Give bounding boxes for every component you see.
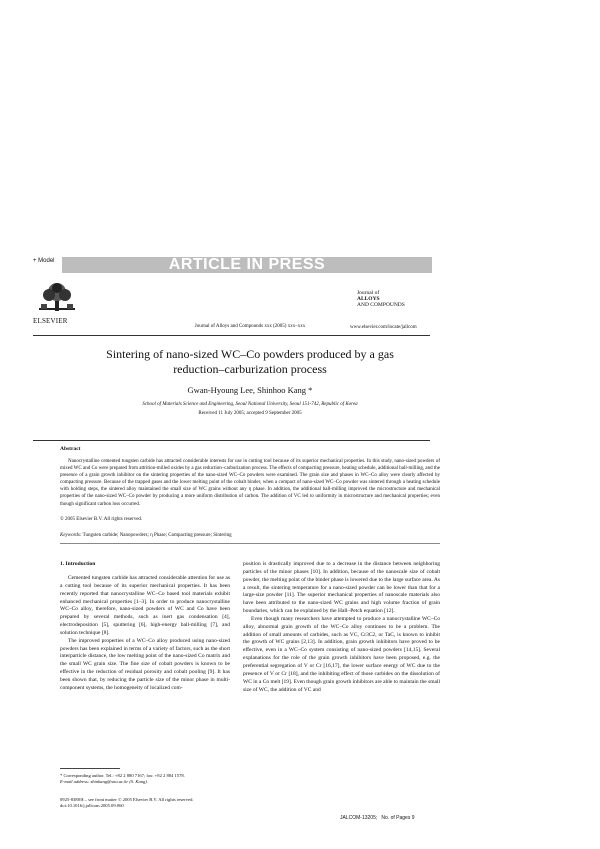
journal-logo-line-3: AND COMPOUNDS bbox=[357, 302, 405, 308]
journal-logo-line-1: Journal of bbox=[357, 290, 380, 296]
intro-paragraph-4: Even though many researchers have attempted to produce a nanocrystalline WC–Co alloy, abnormal grain growth of the WC–Co alloy continues to be a problem. The addition of small amounts of carbides, such as VC, Cr3C2, or TaC, is known to inhibit the growth of WC grains [2,13]. In addition, grain growth inhibitors have proved to be effective, even in a WC–Co system consisting of nano-sized powders [14,15]. Several explanations for the role of the grain growth inhibitors have been proposed, e.g. the preferential segregation of V or Cr [16,17], the lower surface energy of WC due to the presence of V or Cr [18], and the inhibiting effect of those carbides on the dissolution of WC in a Co melt [19]. Even though grain growth inhibitors are able to maintain the small size of WC, the addition of VC and bbox=[243, 615, 440, 693]
keywords bbox=[60, 533, 440, 538]
intro-paragraph-3: position is drastically improved due to a decrease in the distance between neighboring particles of the minor phases [10]. In addition, because of the nanoscale size of cobalt powder, the melting point of the binder phase is lowered due to the large surface area. As a result, the sintering temperature for a nano-sized powder can be lower than that for a large-size powder [11]. The superior mechanical properties of nanoscale materials also have been attributed to the nano-sized WC grains and high volume fraction of grain boundaries, which can be explained by the Hall–Petch equation [12]. bbox=[243, 561, 440, 615]
article-title: Sintering of nano-sized WC–Co powders produced by a gas reduction–carburization process bbox=[106, 347, 394, 376]
page-footer bbox=[340, 815, 415, 821]
email-address[interactable]: E-mail address: shinkang@snu.ac.kr (S. Kang). bbox=[60, 779, 149, 784]
keywords-list: Tungsten carbide; Nanopowders; η Phase; Compacting pressure; Sintering bbox=[82, 533, 232, 538]
authors: Gwan-Hyoung Lee, Shinhoo Kang * bbox=[187, 385, 313, 395]
intro-paragraph-1: Cemented tungsten carbide has attracted considerable attention for use as a cutting tool because of its superior mechanical properties. It has been recently reported that nanocrystalline WC–Co based tool materials exhibit enhanced mechanical properties [1–3]. In order to produce nanocrystalline WC–Co alloy, therefore, nano-sized powders of WC and Co have been prepared by several methods, such as inert gas condensation [4], electrodeposition [5], sputtering [6], high-energy ball-milling [7], and solution technique [8]. bbox=[60, 575, 230, 636]
corresponding-author: * Corresponding author. Tel.: +82 2 880 7167; fax: +82 2 884 1578. bbox=[60, 773, 185, 778]
keywords-label: Keywords: bbox=[60, 533, 82, 538]
issn-line: 0925-8388/$ – see front matter © 2005 Elsevier B.V. All rights reserved. bbox=[60, 797, 194, 802]
journal-url[interactable]: www.elsevier.com/locate/jallcom bbox=[350, 325, 417, 330]
abstract-copyright: © 2005 Elsevier B.V. All rights reserved. bbox=[60, 517, 143, 522]
journal-logo bbox=[357, 290, 417, 308]
section-heading-introduction: 1. Introduction bbox=[60, 561, 96, 567]
footer-code: JALCOM-13205; bbox=[340, 815, 378, 821]
elsevier-tree-logo bbox=[37, 282, 77, 312]
model-tag: + Model bbox=[33, 258, 55, 264]
left-column bbox=[60, 575, 230, 693]
received-dates: Received 11 July 2005; accepted 9 September 2005 bbox=[198, 411, 302, 416]
doi-line[interactable]: doi:10.1016/j.jallcom.2005.09.060 bbox=[60, 803, 124, 808]
issn-doi-footnote bbox=[60, 797, 230, 809]
intro-paragraph-2: The improved properties of a WC–Co alloy produced using nano-sized powders has been explained in terms of a variety of factors, such as the short interparticle distance, the low melting point of the nano-sized Co matrix and the small WC grain size. The fine size of cobalt powders is known to be effective in the reduction of residual porosity and cobalt pooling [9]. It has been shown that, by reducing the particle size of the minor phase in multi-component systems, the homogeneity of localized com- bbox=[60, 637, 230, 691]
corresponding-footnote bbox=[60, 773, 230, 785]
abstract-body: Nanocrystalline cemented tungsten carbide has attracted considerable interests for use in cutting tool because of its superior mechanical properties. In this study, nano-sized powders of mixed WC and Co were prepared from attrition-milled oxides by a gas reduction–carburization process. The effects of compacting pressure, heating schedule, additional ball-milling, and the presence of a grain growth inhibitor on the sintering properties of the nano-sized WC–Co powders were examined. The grain size and phases in WC–Co alloy were clearly affected by compacting pressure. Because of the trapped gases and the lower melting point of the cobalt binder, when a compact of nano-sized WC–Co powder was sintered through a heating schedule with holding steps, the sintered alloy maintained the small size of WC grains without any η phase. In addition, the additional ball-milling improved the microstructure and mechanical properties of the nano-sized WC–Co powder by producing a more uniform distribution of carbon. The addition of VC led to uniformity in microstructure and mechanical properties; even though significant carbon loss occurred. bbox=[60, 459, 440, 507]
abstract-rule bbox=[33, 440, 430, 441]
publisher-name: ELSEVIER bbox=[33, 317, 68, 325]
footer-pages: No. of Pages 9 bbox=[381, 815, 415, 821]
affiliation: School of Materials Science and Engineering, Seoul National University, Seoul 151-742, Republic of Korea bbox=[142, 402, 358, 407]
journal-citation: Journal of Alloys and Compounds xxx (2005) xxx–xxx bbox=[194, 324, 306, 329]
right-column bbox=[243, 561, 440, 694]
footnote-rule bbox=[60, 768, 120, 769]
header-rule bbox=[33, 335, 430, 336]
journal-logo-line-2: ALLOYS bbox=[357, 296, 380, 302]
abstract-heading: Abstract bbox=[60, 446, 81, 452]
keywords-rule bbox=[60, 543, 440, 544]
article-in-press-text: ARTICLE IN PRESS bbox=[168, 256, 326, 273]
